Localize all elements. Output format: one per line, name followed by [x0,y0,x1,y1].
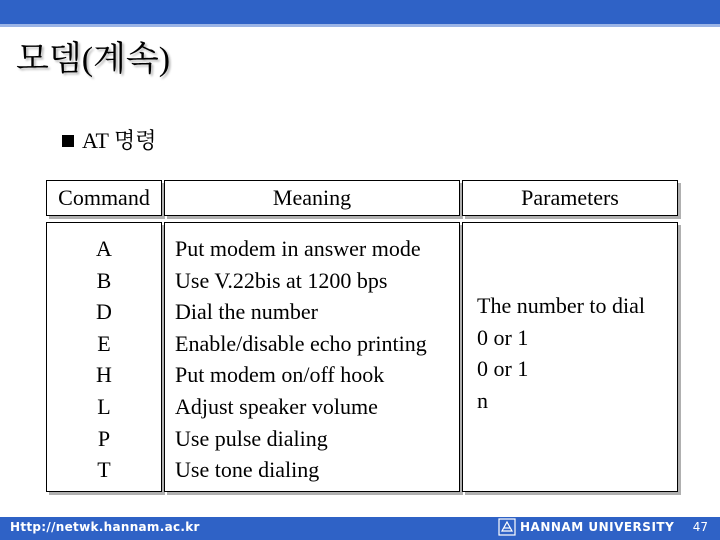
bullet-row [62,128,157,154]
meaning-column [164,222,460,492]
parameter-item: 0 or 1 [477,324,529,350]
square-bullet-icon [62,135,74,147]
command-item: L [97,393,111,419]
header-command: Command [46,180,162,216]
university-brand [498,518,674,536]
command-item: B [96,267,112,293]
command-column [46,222,162,492]
page-number: 47 [692,520,708,534]
parameter-item: 0 or 1 [477,356,529,382]
meaning-item: Dial the number [175,299,318,325]
meaning-item: Put modem in answer mode [175,236,421,261]
meaning-item: Adjust speaker volume [175,393,378,419]
top-bar [0,0,720,24]
meaning-item: Use pulse dialing [175,425,328,451]
parameters-column [462,222,678,492]
command-item: A [96,236,112,261]
meaning-item: Enable/disable echo printing [175,330,427,356]
header-parameters: Parameters [462,180,678,216]
command-item: H [96,362,112,388]
command-item: E [97,330,111,356]
parameter-item: n [477,387,488,413]
meaning-item: Use V.22bis at 1200 bps [175,267,388,293]
parameter-item: The number to dial [477,293,646,318]
command-item: P [97,425,111,451]
header-meaning: Meaning [164,180,460,216]
footer-bar [0,517,720,540]
meaning-item: Put modem on/off hook [175,362,385,388]
command-item: D [96,299,112,325]
slide-title: 모뎀(계속) [16,41,171,78]
footer-url[interactable]: Http://netwk.hannam.ac.kr [10,520,200,534]
university-logo-icon [498,518,516,536]
university-name: HANNAM UNIVERSITY [520,520,675,534]
top-bar-accent-line [0,24,720,27]
bullet-text: AT 명령 [82,128,157,153]
command-item: T [97,457,111,483]
meaning-item: Use tone dialing [175,457,320,483]
